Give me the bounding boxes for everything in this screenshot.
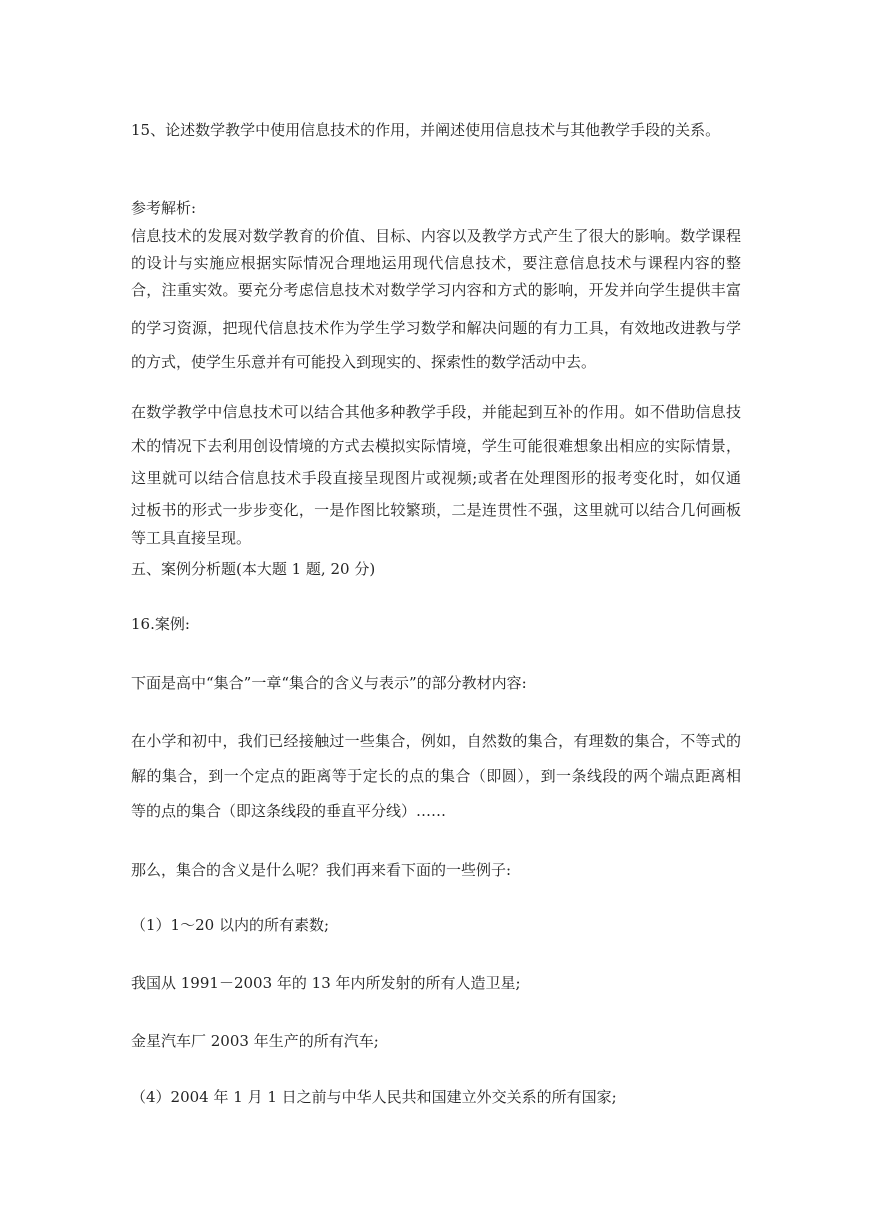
answer-para2-line: 这里就可以结合信息技术手段直接呈现图片或视频;或者在处理图形的报考变化时，如仅通	[131, 469, 741, 487]
case-question: 那么，集合的含义是什么呢？我们再来看下面的一些例子:	[131, 861, 512, 879]
question-15-title: 15、论述数学教学中使用信息技术的作用，并阐述使用信息技术与其他教学手段的关系。	[131, 121, 721, 139]
answer-para2-line: 术的情况下去利用创设情境的方式去模拟实际情境，学生可能很难想象出相应的实际情景，	[131, 437, 741, 455]
question-16-label: 16.案例:	[131, 615, 190, 633]
case-para-line: 在小学和初中，我们已经接触过一些集合，例如，自然数的集合，有理数的集合，不等式的	[131, 732, 741, 750]
answer-para1-line: 的学习资源，把现代信息技术作为学生学习数学和解决问题的有力工具，有效地改进教与学	[131, 319, 741, 337]
case-para-line: 等的点的集合（即这条线段的垂直平分线）……	[131, 802, 447, 820]
answer-label: 参考解析:	[131, 199, 197, 217]
example-item: 金星汽车厂 2003 年生产的所有汽车;	[131, 1032, 379, 1050]
answer-para1-line: 的方式，使学生乐意并有可能投入到现实的、探索性的数学活动中去。	[131, 353, 597, 371]
answer-para1-line: 的设计与实施应根据实际情况合理地运用现代信息技术，要注意信息技术与课程内容的整	[131, 254, 741, 272]
question-16-intro: 下面是高中“集合”一章“集合的含义与表示”的部分教材内容:	[131, 674, 527, 692]
answer-para1-line: 合，注重实效。要充分考虑信息技术对数学学习内容和方式的影响，开发并向学生提供丰富	[131, 281, 741, 299]
example-item: 我国从 1991－2003 年的 13 年内所发射的所有人造卫星;	[131, 974, 521, 992]
example-item: （4）2004 年 1 月 1 日之前与中华人民共和国建立外交关系的所有国家;	[131, 1088, 617, 1106]
answer-para2-line: 在数学教学中信息技术可以结合其他多种教学手段，并能起到互补的作用。如不借助信息技	[131, 403, 741, 421]
answer-para2-line: 等工具直接呈现。	[131, 529, 252, 547]
answer-para2-line: 过板书的形式一步步变化，一是作图比较繁琐，二是连贯性不强，这里就可以结合几何画板	[131, 501, 741, 519]
case-para-line: 解的集合，到一个定点的距离等于定长的点的集合（即圆），到一条线段的两个端点距离相	[131, 767, 741, 785]
answer-para1-line: 信息技术的发展对数学教育的价值、目标、内容以及教学方式产生了很大的影响。数学课程	[131, 227, 741, 245]
section-5-heading: 五、案例分析题(本大题 1 题, 20 分)	[131, 560, 376, 578]
example-item: （1）1～20 以内的所有素数;	[131, 916, 329, 934]
